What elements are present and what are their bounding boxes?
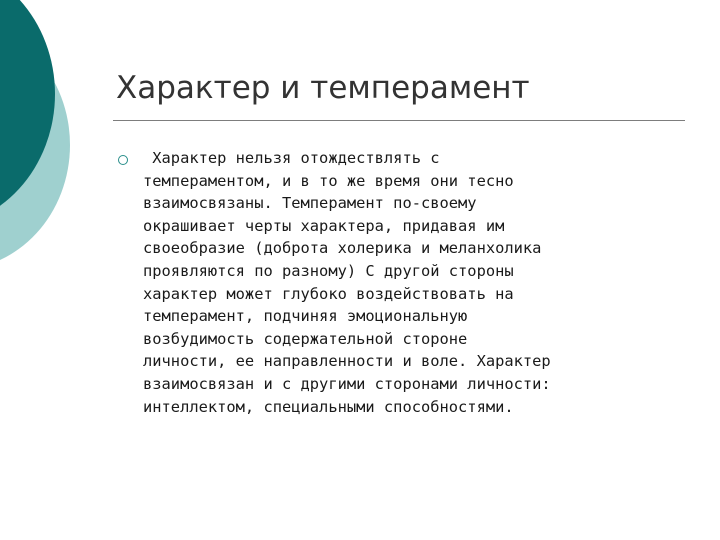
bullet-text: Характер нельзя отождествлять с темпераментом, и в то же время они тесно взаимосвязаны. Темперамент по-своему окрашивает черты характера, придавая им своеобразие (доброта холерика и меланхолика проявляются по разному) С другой стороны характер может глубоко воздействовать на темперамент, подчиняя эмоциональную возбудимость содержательной стороне личности, ее направленности и воле. Характер взаимосвязан и с другими сторонами личности: интеллектом, специальными способностями. bbox=[143, 149, 551, 416]
hollow-circle-bullet-icon bbox=[118, 155, 128, 165]
title-underline bbox=[113, 120, 685, 121]
slide-title: Характер и темперамент bbox=[116, 70, 530, 106]
